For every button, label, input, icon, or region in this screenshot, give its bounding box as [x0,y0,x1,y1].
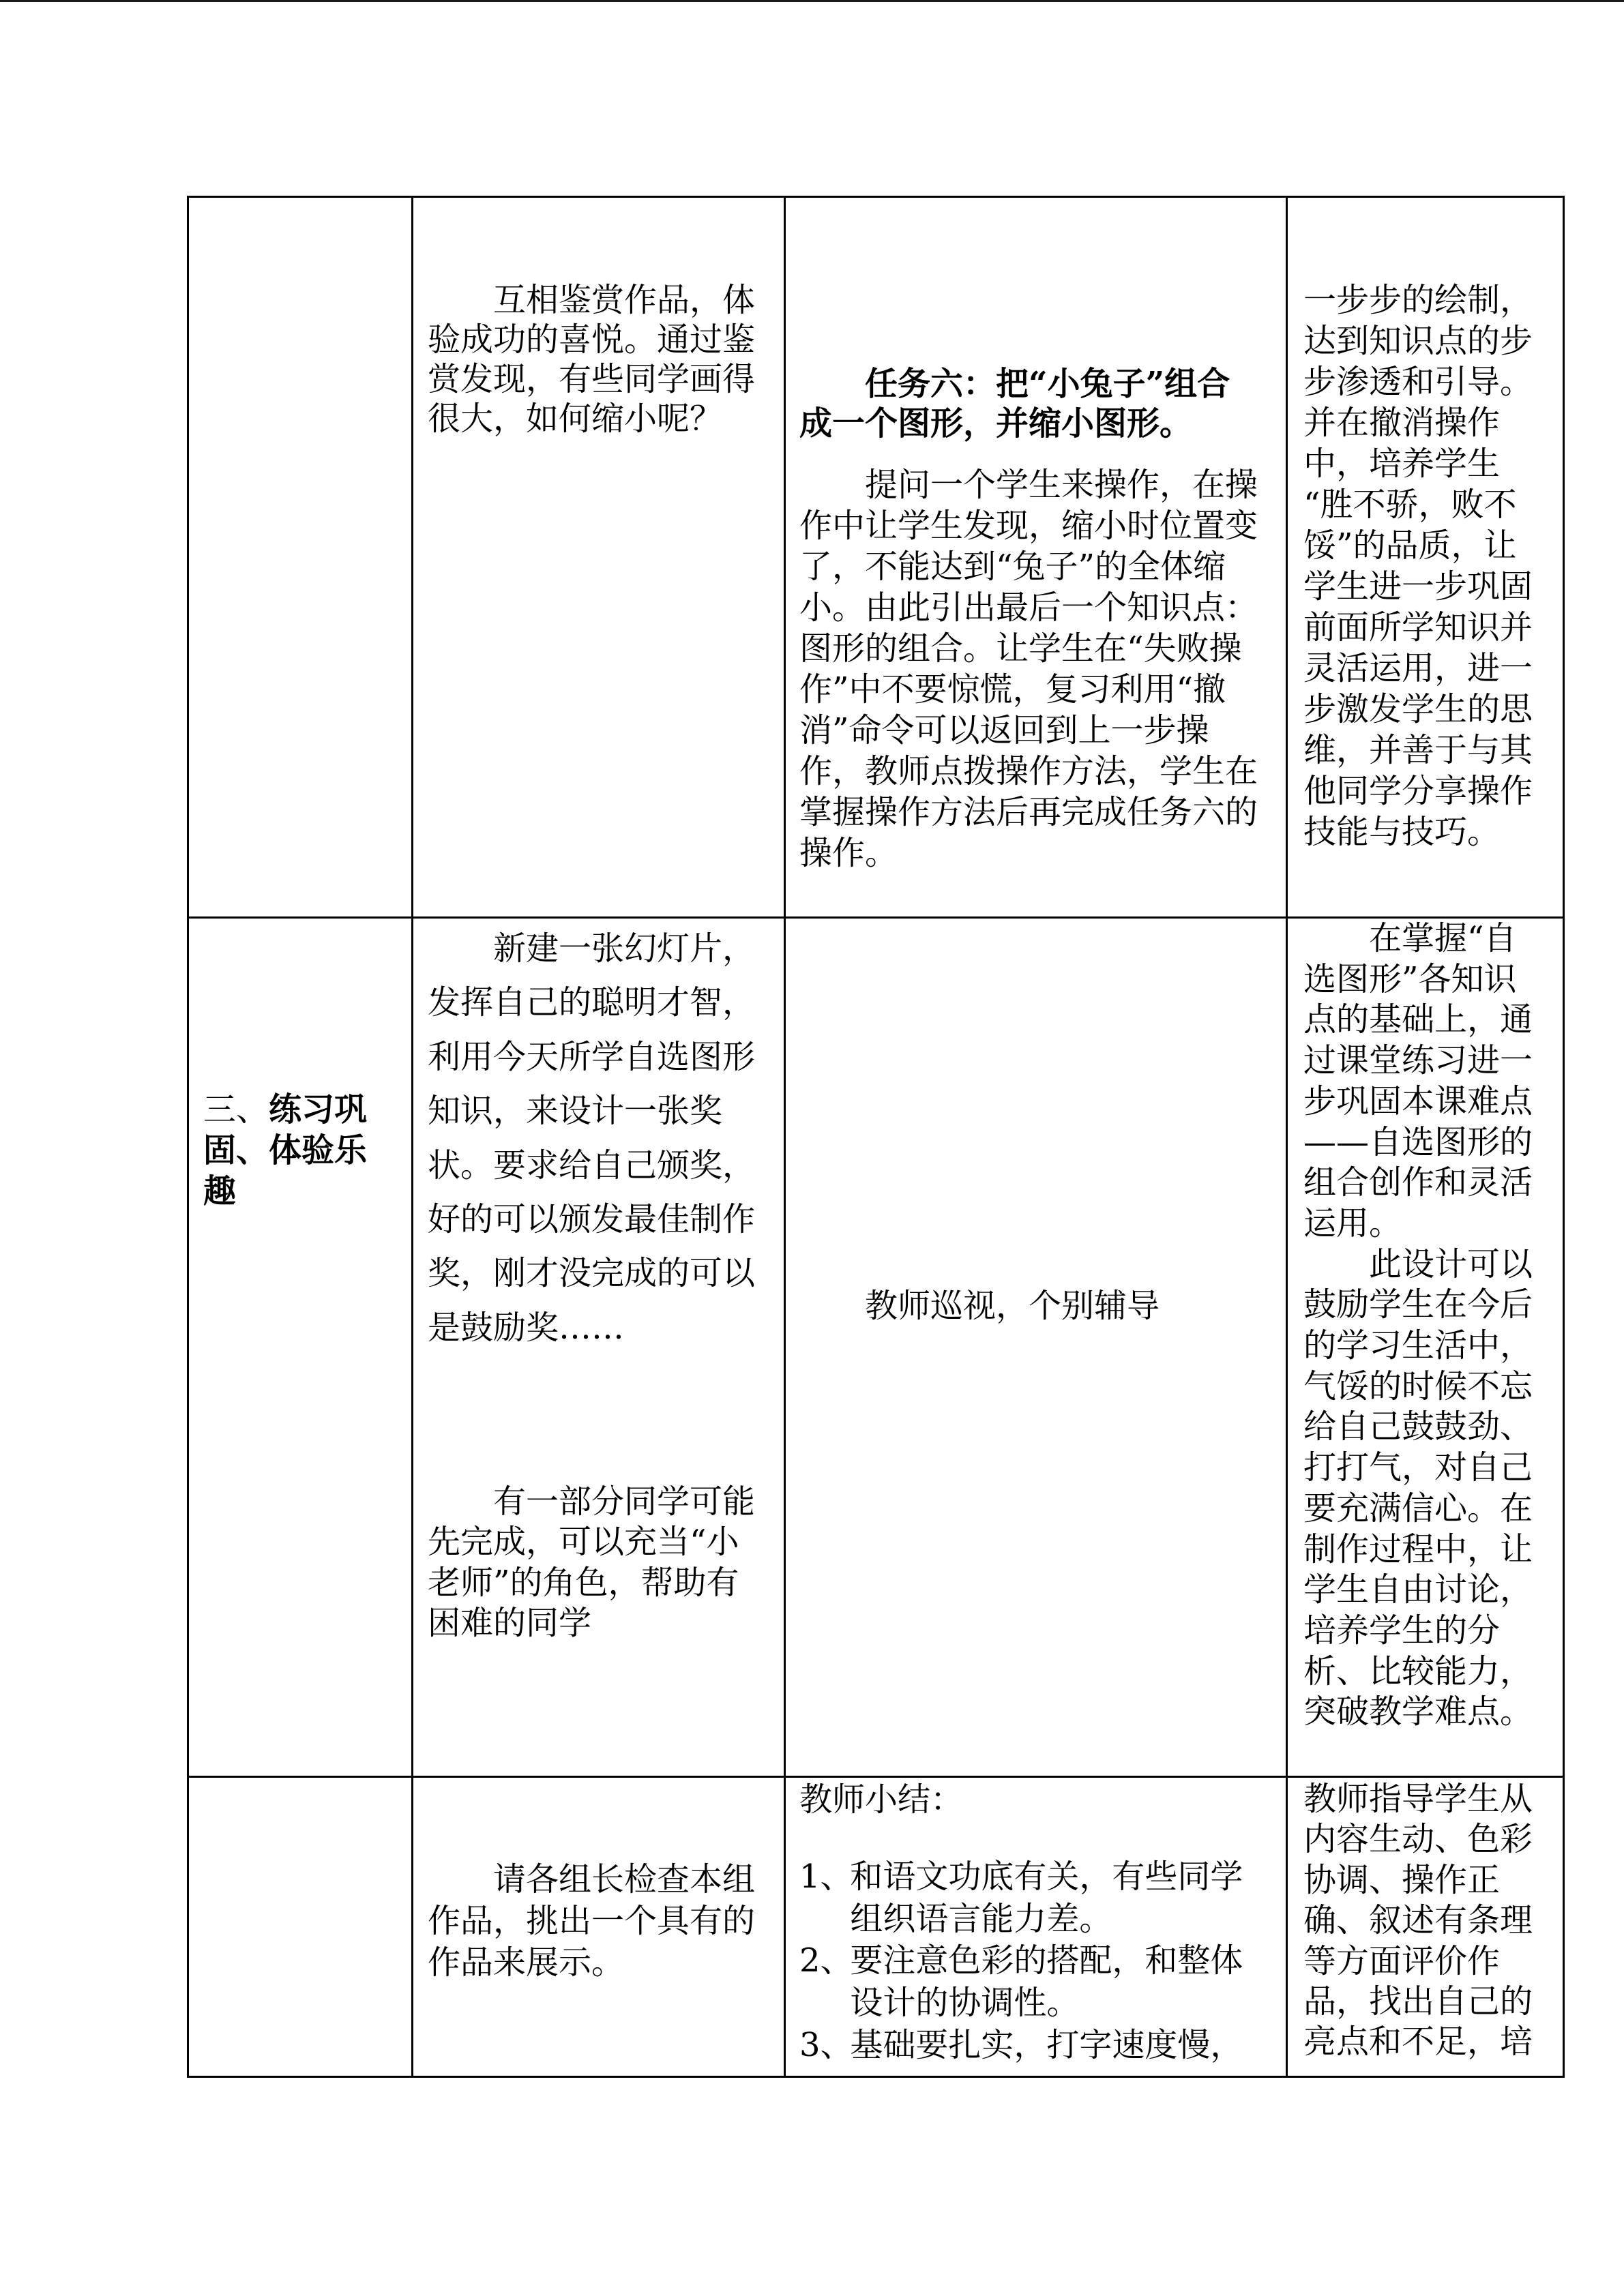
text-line: 知识，来设计一张奖 [428,1092,723,1131]
list-number: 1、 [799,1858,853,1896]
text-line: 点的基础上，通 [1303,1000,1533,1039]
text-line: 学生自由讨论， [1303,1570,1533,1609]
text-line: 小。由此引出最后一个知识点： [799,588,1258,627]
row2-stage-cell [187,916,413,1778]
row3-stage-cell [187,1776,413,2078]
text-line: 达到知识点的步 [1303,322,1533,360]
row1-design-intent-cell [1286,196,1565,919]
summary-heading [799,1779,963,1821]
text-line: 作品，挑出一个具有的 [428,1902,756,1941]
row2-intent-paragraph-2 [1303,1244,1533,1733]
text-line: 前面所学知识并 [1303,608,1533,646]
row1-student-paragraph [428,280,755,438]
text-line: 内容生动、色彩 [1303,1820,1533,1859]
text-line: 协调、操作正 [1303,1860,1501,1899]
text-line: 作中让学生发现，缩小时位置变 [799,507,1258,545]
text-line: 步激发学生的思 [1303,690,1533,728]
text-line: 选图形”各知识 [1303,959,1517,998]
text-line: 鼓励学生在今后 [1303,1285,1533,1324]
row1-stage-cell [187,196,413,919]
text-line: ——自选图形的 [1303,1122,1533,1161]
text-line: 一步步的绘制， [1303,281,1533,319]
row3-student-activity-cell [411,1776,786,2078]
summary-list-item [799,2025,1243,2067]
text-line: 突破教学难点。 [1303,1693,1533,1731]
row3-design-intent-cell [1286,1776,1565,2078]
row2-intent-paragraph-1 [1303,919,1533,1244]
text-line: 他同学分享操作 [1303,772,1533,810]
text-line: 赏发现，有些同学画得 [428,360,756,398]
row2-design-intent-cell [1286,916,1565,1778]
text-line: 步巩固本课难点 [1303,1082,1533,1120]
text-line: 很大，如何缩小呢？ [428,400,723,438]
text-line: 要充满信心。在 [1303,1489,1533,1527]
stage-title-part: 趣 [203,1172,237,1210]
row1-student-activity-cell [411,196,786,919]
row3-intent-paragraph [1303,1779,1533,2063]
stage-title-part: 固、体验乐 [203,1131,368,1169]
stage-number: 三、 [203,1090,269,1129]
text-line: 提问一个学生来操作，在操 [865,466,1258,504]
text-line: 老师”的角色，帮助有 [428,1563,739,1602]
text-line: “胜不骄，败不 [1303,486,1517,524]
text-line: 请各组长检查本组 [493,1860,756,1898]
text-line: 培养学生的分 [1303,1611,1501,1650]
text-line: 发挥自己的聪明才智， [428,983,756,1022]
text-line: 互相鉴赏作品，体 [493,281,756,319]
text-line: 组合创作和灵活 [1303,1163,1533,1202]
text-line: 步渗透和引导。 [1303,363,1533,401]
text-line: 困难的同学 [428,1604,592,1643]
text-line: 运用。 [1303,1204,1402,1242]
text-line: 操作。 [799,834,898,872]
text-line: 利用今天所学自选图形 [428,1037,756,1076]
summary-heading-text: 教师小结： [799,1780,964,1819]
text-line: 品，找出自己的 [1303,1982,1533,2021]
text-line: 好的可以颁发最佳制作 [428,1200,756,1239]
text-line: 掌握操作方法后再完成任务六的 [799,793,1258,831]
text-line: 状。要求给自己颁奖， [428,1146,756,1184]
text-line: 设计的协调性。 [850,1984,1080,2023]
row2-student-activity-cell [411,916,786,1778]
list-number: 3、 [799,2025,853,2064]
text-line: 气馁的时候不忘 [1303,1367,1533,1405]
text-line: 学生进一步巩固 [1303,567,1533,606]
text-line: 消”命令可以返回到上一步操 [799,711,1209,749]
task-title-line: 成一个图形，并缩小图形。 [799,404,1193,443]
text-line: 中，培养学生 [1303,445,1501,483]
text-line: 是鼓励奖…… [428,1308,625,1347]
text-line: 有一部分同学可能 [493,1482,756,1521]
text-line: 并在撤消操作 [1303,404,1501,442]
text-line: 图形的组合。让学生在“失败操 [799,629,1242,668]
text-line: 了，不能达到“兔子”的全体缩 [799,548,1226,586]
task-title [799,364,1230,443]
row3-teacher-activity-cell [784,1776,1288,2078]
text-line: 和语文功底有关，有些同学 [850,1858,1243,1896]
text-line: 组织语言能力差。 [850,1899,1112,1938]
row2-student-paragraph-1 [428,922,755,1355]
text-line: 教师指导学生从 [1303,1780,1533,1818]
text-line: 过课堂练习进一 [1303,1041,1533,1080]
text-line: 亮点和不足，培 [1303,2023,1533,2061]
stage-label-line [203,1089,367,1130]
text-line: 等方面评价作 [1303,1941,1501,1980]
text-line: 的学习生活中， [1303,1326,1533,1365]
row1-teacher-paragraph [799,464,1258,874]
text-line: 作”中不要惊慌，复习利用“撤 [799,670,1226,709]
text-line: 确、叙述有条理 [1303,1901,1533,1940]
stage-label [203,1089,367,1212]
summary-list-item [799,1856,1243,1940]
text-line: 教师巡视，个别辅导 [865,1287,1160,1325]
text-line: 验成功的喜悦。通过鉴 [428,320,756,359]
row2-student-paragraph-2 [428,1482,755,1644]
text-line: 此设计可以 [1369,1244,1533,1283]
text-line: 先完成，可以充当“小 [428,1523,739,1562]
row1-teacher-activity-cell [784,196,1288,919]
text-line: 给自己鼓鼓劲、 [1303,1407,1533,1446]
summary-list [799,1856,1243,2067]
text-line: 打打气，对自己 [1303,1448,1533,1487]
stage-title-part: 练习巩 [269,1090,368,1129]
text-line: 析、比较能力， [1303,1652,1533,1690]
text-line: 在掌握“自 [1369,919,1517,957]
text-line: 基础要扎实，打字速度慢， [850,2025,1243,2064]
summary-list-item [799,1940,1243,2024]
text-line: 作，教师点拨操作方法，学生在 [799,752,1258,790]
text-line: 要注意色彩的搭配，和整体 [850,1941,1243,1980]
row2-intent-text [1303,919,1533,1733]
text-line: 灵活运用，进一 [1303,649,1533,687]
text-line: 奖，刚才没完成的可以 [428,1254,756,1293]
row2-teacher-paragraph [799,1285,1160,1326]
text-line: 作品来展示。 [428,1943,625,1982]
row3-student-paragraph [428,1859,755,1984]
row1-intent-paragraph [1303,280,1533,852]
row2-teacher-activity-cell [784,916,1288,1778]
text-line: 技能与技巧。 [1303,813,1501,851]
text-line: 新建一张幻灯片， [493,929,756,968]
list-number: 2、 [799,1941,853,1980]
text-line: 馁”的品质，让 [1303,526,1517,565]
task-title-line: 任务六：把“小兔子”组合 [865,365,1230,403]
text-line: 制作过程中，让 [1303,1530,1533,1568]
text-line: 维，并善于与其 [1303,731,1533,769]
